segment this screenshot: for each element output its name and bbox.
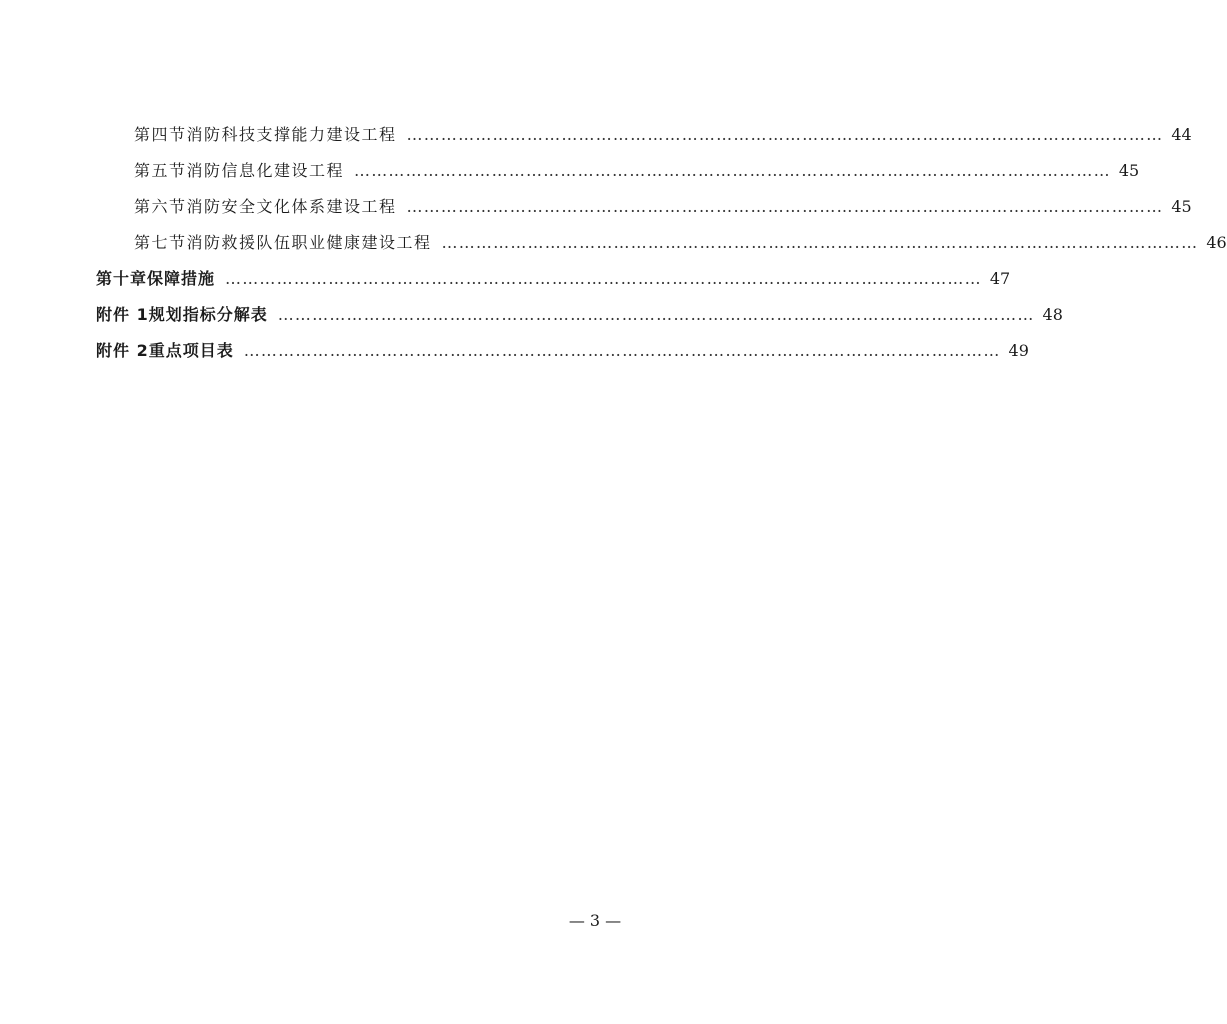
toc-entry-title: 消防安全文化体系建设工程 [186,197,397,216]
toc-dot-leader: …………………………………………………………………………………………………………………… [406,197,1164,216]
toc-entry-number: 第六节 [134,197,187,216]
toc-entry-title: 消防救援队伍职业健康建设工程 [186,233,432,252]
toc-dot-leader: …………………………………………………………………………………………………………………… [225,269,982,288]
toc-entry-page: 45 [1118,161,1140,180]
toc-entry-title: 保障措施 [147,269,216,288]
toc-entry-title: 规划指标分解表 [148,305,268,324]
toc-entry-page: 49 [1008,341,1029,360]
toc-dot-leader: …………………………………………………………………………………………………………………… [354,161,1111,180]
toc-entry-number: 第十章 [96,269,148,288]
toc-entry[interactable] [134,123,1192,147]
toc-entry-number: 第七节 [134,233,187,252]
toc-entry-number: 第四节 [134,125,187,144]
toc-entry[interactable] [134,159,1140,183]
toc-entry-number: 附件 2 [96,341,149,360]
toc-entry-title: 重点项目表 [148,341,234,360]
toc-entry-page: 45 [1171,197,1192,216]
page-number: — 3 — [568,911,622,930]
toc-entry[interactable] [134,231,1227,255]
toc-entry-title: 消防科技支撑能力建设工程 [186,125,397,144]
toc-dot-leader: …………………………………………………………………………………………………………………… [441,233,1199,252]
toc-entry-number: 第五节 [134,161,187,180]
toc-entry-page: 47 [989,269,1011,288]
toc-entry-page: 46 [1206,233,1227,252]
toc-appendix-entry[interactable] [96,303,1063,327]
toc-entry-page: 48 [1042,305,1063,324]
toc-dot-leader: …………………………………………………………………………………………………………………… [406,125,1164,144]
toc-dot-leader: …………………………………………………………………………………………………………………… [277,305,1035,324]
toc-appendix-entry[interactable] [96,339,1029,363]
toc-entry-number: 附件 1 [96,305,149,324]
toc-entry[interactable] [134,195,1192,219]
toc-dot-leader: …………………………………………………………………………………………………………………… [243,341,1001,360]
toc-chapter-entry[interactable] [96,267,1011,291]
toc-entry-page: 44 [1171,125,1192,144]
toc-entry-title: 消防信息化建设工程 [186,161,345,180]
